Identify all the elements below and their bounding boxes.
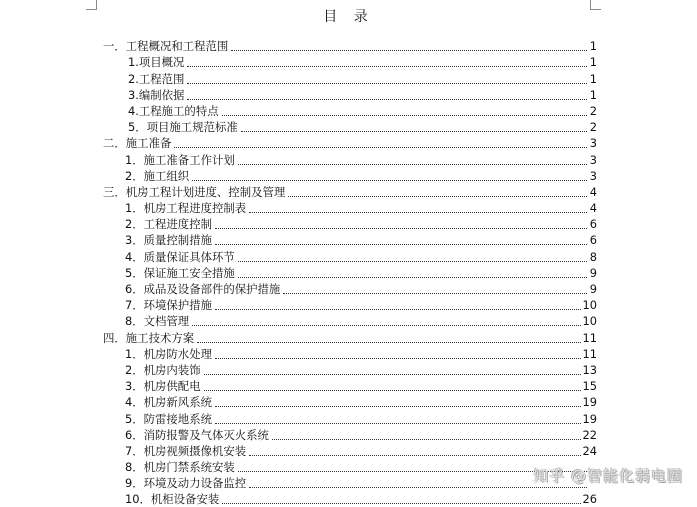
toc-dot-leader bbox=[238, 261, 587, 262]
toc-subsection-entry[interactable] bbox=[103, 427, 597, 443]
toc-page-number: 3 bbox=[589, 168, 597, 183]
toc-dot-leader bbox=[283, 293, 587, 294]
toc-entry-label: 4．质量保证具体环节 bbox=[125, 249, 235, 264]
toc-entry-label: 1.项目概况 bbox=[128, 55, 185, 70]
toc-subsection-entry[interactable] bbox=[103, 313, 597, 329]
toc-subsection-entry[interactable] bbox=[103, 87, 597, 103]
toc-entry-label: 三．机房工程计划进度、控制及管理 bbox=[103, 184, 286, 199]
toc-dot-leader bbox=[222, 503, 580, 504]
toc-page-number: 2 bbox=[589, 103, 597, 118]
toc-entry-label: 一．工程概况和工程范围 bbox=[103, 39, 229, 54]
toc-dot-leader bbox=[249, 487, 587, 488]
toc-entry-label: 8．文档管理 bbox=[125, 314, 190, 329]
toc-subsection-entry[interactable] bbox=[103, 362, 597, 378]
toc-dot-leader bbox=[222, 115, 587, 116]
toc-section-entry[interactable] bbox=[103, 135, 597, 151]
toc-page-number: 3 bbox=[589, 152, 597, 167]
toc-page-number: 13 bbox=[582, 362, 597, 377]
watermark: 知乎 @智能化弱电圈 bbox=[533, 467, 683, 485]
toc-subsection-entry[interactable] bbox=[103, 394, 597, 410]
toc-page-number: 9 bbox=[589, 265, 597, 280]
toc-dot-leader bbox=[231, 50, 587, 51]
toc-entry-label: 2．施工组织 bbox=[125, 168, 190, 183]
toc-entry-label: 5．项目施工规范标准 bbox=[128, 120, 238, 135]
toc-subsection-entry[interactable] bbox=[103, 491, 597, 507]
toc-entry-label: 2．工程进度控制 bbox=[125, 217, 212, 232]
toc-dot-leader bbox=[197, 342, 580, 343]
toc-page-number: 11 bbox=[582, 346, 597, 361]
toc-page-number: 4 bbox=[589, 184, 597, 199]
toc-dot-leader bbox=[215, 309, 581, 310]
toc-page-number: 8 bbox=[589, 249, 597, 264]
table-of-contents bbox=[103, 38, 597, 507]
toc-entry-label: 5．防雷接地系统 bbox=[125, 411, 212, 426]
toc-subsection-entry[interactable] bbox=[103, 378, 597, 394]
toc-entry-label: 4.工程施工的特点 bbox=[128, 103, 219, 118]
toc-dot-leader bbox=[215, 406, 581, 407]
toc-entry-label: 四．施工技术方案 bbox=[103, 330, 195, 345]
toc-page-number: 4 bbox=[589, 201, 597, 216]
toc-page-number: 10 bbox=[582, 314, 597, 329]
toc-subsection-entry[interactable] bbox=[103, 103, 597, 119]
toc-subsection-entry[interactable] bbox=[103, 281, 597, 297]
toc-dot-leader bbox=[187, 66, 587, 67]
toc-subsection-entry[interactable] bbox=[103, 346, 597, 362]
toc-section-entry[interactable] bbox=[103, 184, 597, 200]
toc-page-number: 15 bbox=[582, 379, 597, 394]
toc-dot-leader bbox=[174, 147, 587, 148]
toc-entry-label: 2．机房内装饰 bbox=[125, 362, 201, 377]
toc-subsection-entry[interactable] bbox=[103, 297, 597, 313]
toc-subsection-entry[interactable] bbox=[103, 443, 597, 459]
toc-dot-leader bbox=[187, 99, 587, 100]
toc-entry-label: 3.编制依据 bbox=[128, 87, 185, 102]
toc-entry-label: 6．成品及设备部件的保护措施 bbox=[125, 282, 281, 296]
toc-subsection-entry[interactable] bbox=[103, 70, 597, 86]
toc-subsection-entry[interactable] bbox=[103, 248, 597, 264]
toc-page-number: 1 bbox=[589, 55, 597, 70]
toc-subsection-entry[interactable] bbox=[103, 216, 597, 232]
toc-dot-leader bbox=[192, 180, 587, 181]
toc-dot-leader bbox=[192, 325, 580, 326]
toc-entry-label: 3．机房供配电 bbox=[125, 379, 201, 394]
toc-subsection-entry[interactable] bbox=[103, 265, 597, 281]
toc-dot-leader bbox=[288, 196, 587, 197]
toc-page-number: 6 bbox=[589, 217, 597, 232]
toc-subsection-entry[interactable] bbox=[103, 475, 597, 491]
toc-dot-leader bbox=[249, 212, 587, 213]
toc-dot-leader bbox=[238, 164, 587, 165]
toc-entry-label: 8．机房门禁系统安装 bbox=[125, 460, 235, 475]
toc-subsection-entry[interactable] bbox=[103, 410, 597, 426]
toc-dot-leader bbox=[238, 277, 587, 278]
toc-page-number: 2 bbox=[589, 120, 597, 135]
toc-subsection-entry[interactable] bbox=[103, 54, 597, 70]
toc-dot-leader bbox=[204, 390, 581, 391]
toc-dot-leader bbox=[215, 244, 587, 245]
toc-page-number: 22 bbox=[582, 427, 597, 442]
toc-page-number: 26 bbox=[582, 492, 597, 507]
toc-subsection-entry[interactable] bbox=[103, 168, 597, 184]
toc-page-number: 1 bbox=[589, 87, 597, 102]
toc-entry-label: 7．环境保护措施 bbox=[125, 298, 212, 313]
toc-dot-leader bbox=[215, 358, 581, 359]
toc-entry-label: 10．机柜设备安装 bbox=[125, 492, 220, 507]
toc-entry-label: 2.工程范围 bbox=[128, 71, 185, 86]
toc-dot-leader bbox=[187, 83, 587, 84]
toc-entry-label: 1．施工准备工作计划 bbox=[125, 152, 235, 167]
toc-dot-leader bbox=[215, 423, 581, 424]
toc-section-entry[interactable] bbox=[103, 38, 597, 54]
toc-entry-label: 二．施工准备 bbox=[103, 136, 172, 151]
toc-dot-leader bbox=[215, 228, 587, 229]
toc-page-number: 10 bbox=[582, 298, 597, 313]
toc-page-number: 19 bbox=[582, 395, 597, 410]
toc-entry-label: 3．质量控制措施 bbox=[125, 233, 212, 248]
toc-page-number: 1 bbox=[589, 71, 597, 86]
toc-entry-label: 1．机房防水处理 bbox=[125, 346, 212, 361]
toc-subsection-entry[interactable] bbox=[103, 232, 597, 248]
page-title: 目 录 bbox=[323, 9, 374, 25]
toc-dot-leader bbox=[249, 455, 580, 456]
toc-section-entry[interactable] bbox=[103, 329, 597, 345]
toc-dot-leader bbox=[204, 374, 581, 375]
toc-page-number: 19 bbox=[582, 411, 597, 426]
toc-entry-label: 7．机房视频摄像机安装 bbox=[125, 443, 247, 458]
toc-subsection-entry[interactable] bbox=[103, 459, 597, 475]
toc-entry-label: 9．环境及动力设备监控 bbox=[125, 476, 247, 491]
toc-subsection-entry[interactable] bbox=[103, 119, 597, 135]
toc-page-number: 3 bbox=[589, 136, 597, 151]
toc-page-number: 1 bbox=[589, 39, 597, 54]
toc-entry-label: 5．保证施工安全措施 bbox=[125, 265, 235, 280]
toc-page-number: 11 bbox=[582, 330, 597, 345]
toc-subsection-entry[interactable] bbox=[103, 151, 597, 167]
toc-subsection-entry[interactable] bbox=[103, 200, 597, 216]
toc-dot-leader bbox=[241, 131, 587, 132]
toc-entry-label: 6．消防报警及气体灭火系统 bbox=[125, 427, 269, 442]
toc-entry-label: 1．机房工程进度控制表 bbox=[125, 201, 247, 216]
toc-page-number: 24 bbox=[582, 443, 597, 458]
toc-dot-leader bbox=[272, 439, 581, 440]
toc-entry-label: 4．机房新风系统 bbox=[125, 395, 212, 410]
toc-page-number: 6 bbox=[589, 233, 597, 248]
toc-page-number: 9 bbox=[589, 282, 597, 296]
